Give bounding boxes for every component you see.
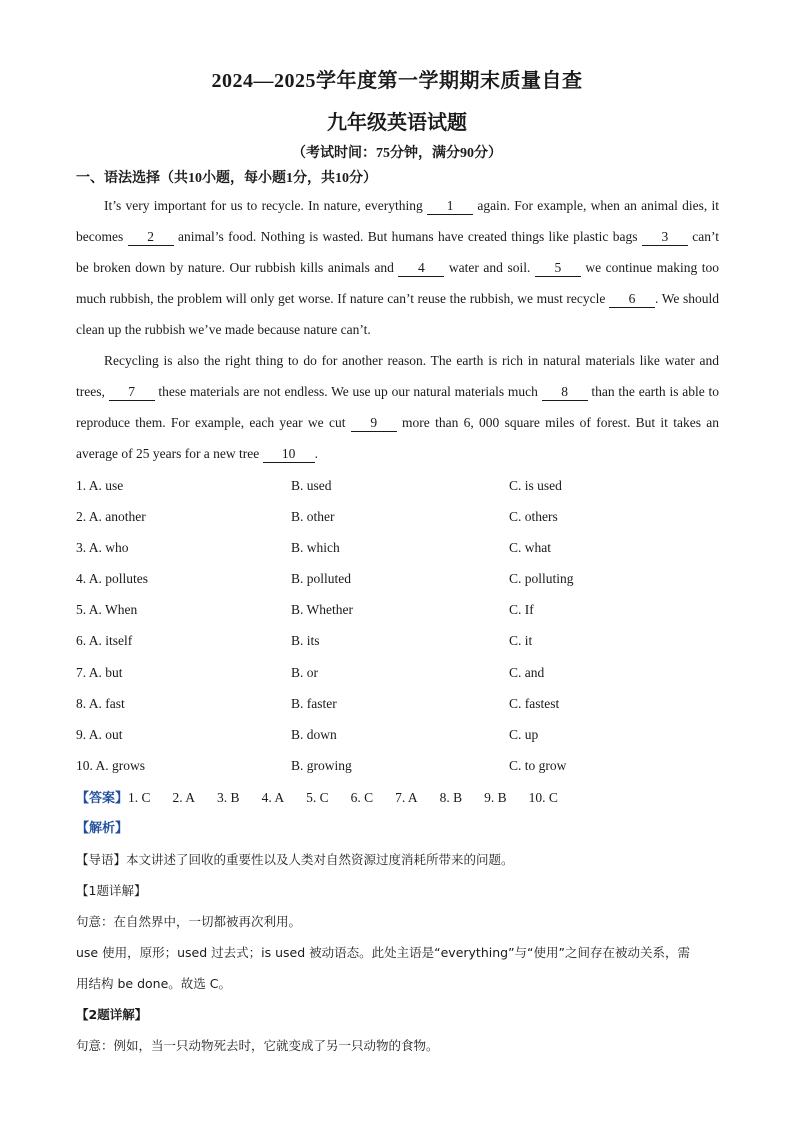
- passage-text: .: [314, 446, 319, 461]
- option-row: [76, 719, 726, 750]
- option-a: 8. A. fast: [76, 695, 125, 711]
- option-b: B. used: [291, 478, 332, 493]
- passage-text: more than 6, 000 square miles of forest. But it takes an average of 25 years for a new tree: [76, 415, 719, 461]
- analysis-guide: 【导语】本文讲述了回收的重要性以及人类对自然资源过度消耗所带来的问题。: [76, 852, 514, 867]
- option-c: C. others: [509, 509, 558, 525]
- answer-item: 8. B: [439, 790, 463, 805]
- option-a: 4. A. pollutes: [76, 571, 149, 587]
- option-row: [76, 688, 726, 719]
- blank-1: 1: [427, 197, 473, 215]
- exam-subtitle: 九年级英语试题: [327, 112, 467, 134]
- option-b: B. which: [291, 540, 340, 556]
- q1-detail-heading: 【1题详解】: [76, 883, 147, 898]
- option-a: 2. A. another: [76, 509, 146, 525]
- option-c: C. polluting: [509, 571, 574, 587]
- option-row: [76, 532, 726, 563]
- blank-3: 3: [642, 228, 688, 246]
- passage-text: Recycling is also the right thing to do for another reason. The earth is rich in natural materials like water and trees,: [76, 353, 719, 399]
- blank-9: 9: [351, 414, 397, 432]
- option-row: [76, 657, 726, 688]
- option-b: B. faster: [291, 695, 337, 711]
- option-b: B. other: [291, 509, 335, 525]
- option-row: [76, 501, 726, 532]
- q2-meaning: 句意：例如，当一只动物死去时，它就变成了另一只动物的食物。: [76, 1038, 439, 1053]
- passage-text: again. For example, when an animal dies, it becomes: [76, 198, 719, 244]
- answer-tag: 【答案】: [76, 791, 129, 806]
- option-c: C. up: [509, 726, 539, 742]
- section-heading: 一、语法选择（共10小题，每小题1分，共10分）: [76, 171, 377, 186]
- passage-text: water and soil.: [444, 260, 535, 275]
- option-b: B. its: [291, 633, 320, 649]
- option-row: [76, 625, 726, 656]
- answer-item: 5. C: [306, 790, 329, 805]
- exam-info: （考试时间：75分钟，满分90分）: [292, 146, 502, 161]
- answer-item: 4. A: [261, 790, 285, 805]
- option-a: 7. A. but: [76, 664, 123, 680]
- option-a: 3. A. who: [76, 540, 129, 556]
- passage-paragraph-2: [76, 345, 719, 469]
- passage-text: animal’s food. Nothing is wasted. But humans have created things like plastic bags: [173, 229, 642, 244]
- passage-paragraph-1: [76, 190, 719, 345]
- option-c: C. and: [509, 664, 545, 680]
- option-b: B. down: [291, 726, 337, 742]
- answer-item: 9. B: [484, 790, 507, 805]
- option-row: [76, 594, 726, 625]
- answer-item: 6. C: [350, 790, 374, 805]
- option-c: C. fastest: [509, 695, 560, 711]
- analysis-tag: 【解析】: [76, 821, 129, 836]
- option-c: C. what: [509, 540, 551, 556]
- blank-6: 6: [609, 290, 655, 308]
- options-list: [76, 470, 726, 781]
- option-row: [76, 470, 726, 501]
- answer-item: 1. C: [128, 790, 151, 805]
- option-b: B. polluted: [291, 571, 351, 587]
- option-a: 9. A. out: [76, 726, 123, 742]
- option-c: C. it: [509, 633, 533, 649]
- passage-text: we continue making too much rubbish, the problem will only get worse. If nature can’t reuse the rubbish, we must recycle: [76, 260, 719, 306]
- blank-5: 5: [535, 259, 581, 277]
- exam-title: 2024—2025学年度第一学期期末质量自查: [211, 70, 583, 92]
- passage-text: these materials are not endless. We use up our natural materials much: [154, 384, 542, 399]
- answer-item: 3. B: [217, 790, 240, 805]
- blank-8: 8: [542, 383, 588, 401]
- passage-text: can’t be broken down by nature. Our rubbish kills animals and: [76, 229, 719, 275]
- option-a: 10. A. grows: [76, 757, 146, 773]
- answer-item: 10. C: [528, 790, 558, 805]
- option-c: C. to grow: [509, 757, 567, 773]
- option-a: 5. A. When: [76, 602, 138, 618]
- q1-meaning: 句意：在自然界中，一切都被再次利用。: [76, 914, 302, 929]
- q1-explanation: 用结构 be done。故选 C。: [76, 976, 231, 991]
- answer-item: 7. A: [395, 790, 418, 805]
- q2-detail-heading: 【2题详解】: [76, 1007, 148, 1022]
- answer-line: [76, 782, 726, 814]
- passage-text: than the earth is able to reproduce them. For example, each year we cut: [76, 384, 719, 430]
- passage-text: It’s very important for us to recycle. In nature, everything: [104, 198, 428, 213]
- option-row: [76, 750, 726, 781]
- option-a: 1. A. use: [76, 478, 124, 493]
- option-a: 6. A. itself: [76, 633, 133, 649]
- option-row: [76, 563, 726, 594]
- q1-explanation: use 使用，原形；used 过去式；is used 被动语态。此处主语是“everything”与“使用”之间存在被动关系，需: [76, 945, 690, 960]
- blank-7: 7: [109, 383, 155, 401]
- blank-10: 10: [263, 445, 315, 463]
- option-b: B. Whether: [291, 602, 353, 618]
- option-c: C. is used: [509, 478, 562, 493]
- passage-text: . We should clean up the rubbish we’ve made because nature can’t.: [76, 291, 719, 337]
- blank-2: 2: [128, 228, 174, 246]
- blank-4: 4: [398, 259, 444, 277]
- answer-item: 2. A: [172, 790, 196, 805]
- option-c: C. If: [509, 602, 534, 618]
- option-b: B. or: [291, 664, 318, 680]
- option-b: B. growing: [291, 757, 352, 773]
